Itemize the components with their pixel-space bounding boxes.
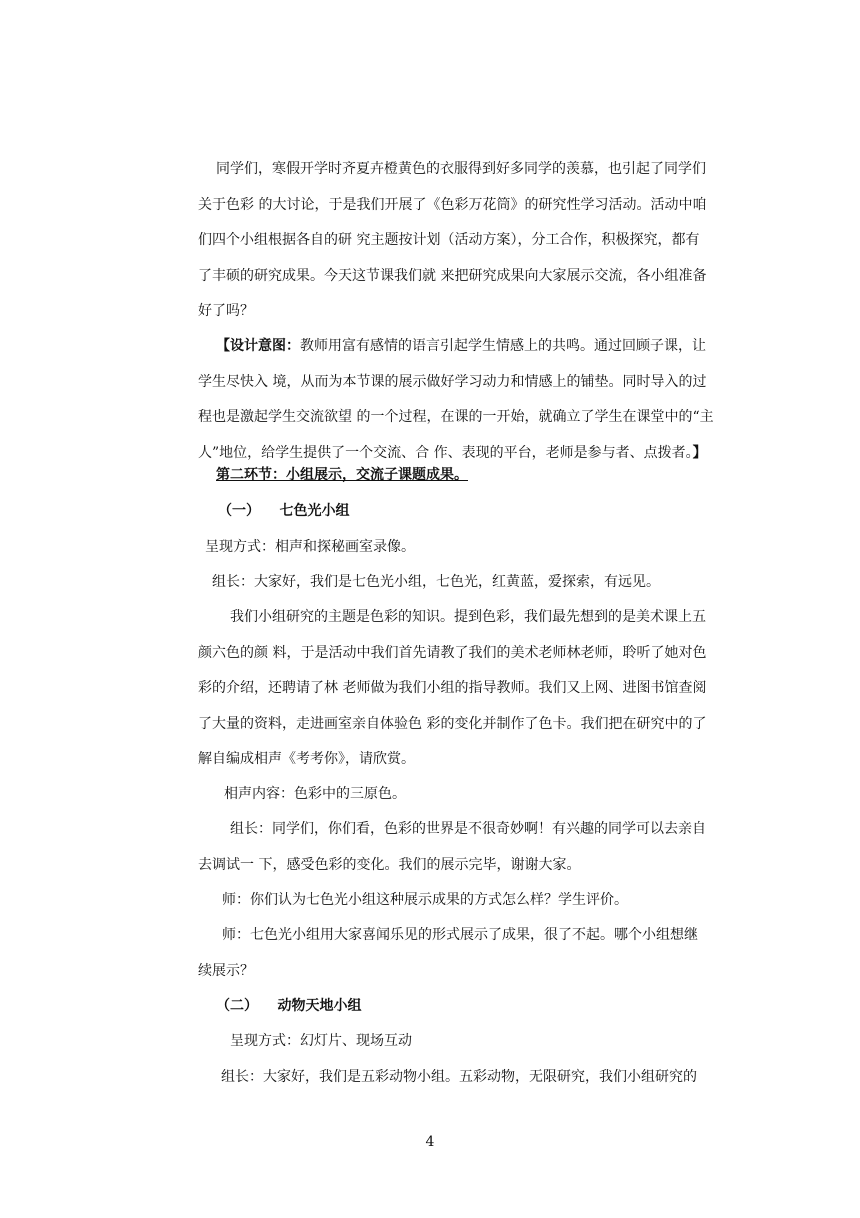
text-line: 们四个小组根据各自的研 究主题按计划（活动方案），分工合作，积极探究，都有: [198, 232, 700, 248]
text-line: 组长：大家好，我们是七色光小组，七色光，红黄蓝，爱探索，有远见。: [212, 574, 660, 590]
text-line: 关于色彩 的大讨论，于是我们开展了《色彩万花筒》的研究性学习活动。活动中咱: [198, 196, 707, 213]
text-line: 相声内容：色彩中的三原色。: [224, 786, 406, 802]
section-heading: [216, 458, 698, 494]
intro-paragraph: [198, 152, 707, 330]
text-line: 呈现方式：幻灯片、现场互动: [230, 1033, 412, 1049]
teacher-comment: [198, 918, 698, 989]
text-line: 了丰硕的研究成果。今天这节课我们就 来把研究成果向大家展示交流，各小组准备: [198, 267, 707, 284]
text-line: 去调试一 下，感受色彩的变化。我们的展示完毕，谢谢大家。: [198, 856, 581, 873]
design-intent-text: 人”地位，给学生提供了一个交流、合 作、表现的平台，老师是参与者、点拨者。: [198, 444, 693, 461]
text-line: 师：你们认为七色光小组这种展示成果的方式怎么样？学生评价。: [222, 892, 628, 908]
text-line: 解自编成相声《考考你》，请欣赏。: [198, 751, 415, 767]
teacher-question: [222, 883, 704, 919]
text-line: 同学们，寒假开学时齐夏卉橙黄色的衣服得到好多同学的羡慕，也引起了同学们: [216, 161, 706, 177]
text-line: 颜六色的颜 料，于是活动中我们首先请教了我们的美术老师林老师，聆听了她对色: [198, 644, 707, 661]
group1-method: [205, 530, 687, 566]
group-title: （二） 动物天地小组: [216, 998, 362, 1014]
design-intent-label: 【设计意图：: [216, 338, 300, 354]
group2-heading: [216, 989, 698, 1025]
group1-heading: [218, 494, 700, 530]
text-line: 了大量的资料，走进画室亲自体验色 彩的变化并制作了色卡。我们把在研究中的了: [198, 715, 707, 732]
group1-leader: [212, 565, 694, 601]
design-intent-end: 】: [692, 444, 707, 461]
text-line: 呈现方式：相声和探秘画室录像。: [205, 539, 415, 555]
section-title: 第二环节：小组展示，交流子课题成果。: [216, 467, 468, 483]
text-line: 组长：同学们，你们看，色彩的世界是不很奇妙啊！有兴趣的同学可以去亲自: [230, 821, 706, 837]
group-title: （一） 七色光小组: [218, 503, 350, 519]
text-line: 程也是激起学生交流欲望 的一个过程，在课的一开始，就确立了学生在课堂中的“主: [198, 409, 714, 425]
text-line: [198, 329, 706, 365]
text-line: 组长：大家好，我们是五彩动物小组。五彩动物，无限研究，我们小组研究的: [221, 1069, 697, 1085]
group2-method: [230, 1024, 712, 1060]
page-number: 4: [425, 1134, 435, 1150]
design-intent-paragraph: [198, 329, 714, 471]
group1-research-paragraph: [198, 600, 707, 778]
text-line: 彩的介绍，还聘请了林 老师做为我们小组的指导教师。我们又上网、进图书馆查阅: [198, 680, 707, 696]
design-intent-text: 教师用富有感情的语言引起学生情感上的共鸣。通过回顾子课，让: [300, 338, 706, 354]
group2-leader: [221, 1060, 703, 1096]
text-line: 好了吗？: [198, 303, 254, 319]
crosstalk-content: [224, 777, 706, 813]
text-line: 我们小组研究的主题是色彩的知识。提到色彩，我们最先想到的是美术课上五: [230, 609, 706, 625]
text-line: 师：七色光小组用大家喜闻乐见的形式展示了成果，很了不起。哪个小组想继: [222, 927, 698, 943]
text-line: 学生尽快入 境，从而为本节课的展示做好学习动力和情感上的铺垫。同时导入的过: [198, 373, 707, 390]
group1-closing-paragraph: [198, 812, 706, 883]
text-line: 续展示？: [198, 962, 254, 979]
